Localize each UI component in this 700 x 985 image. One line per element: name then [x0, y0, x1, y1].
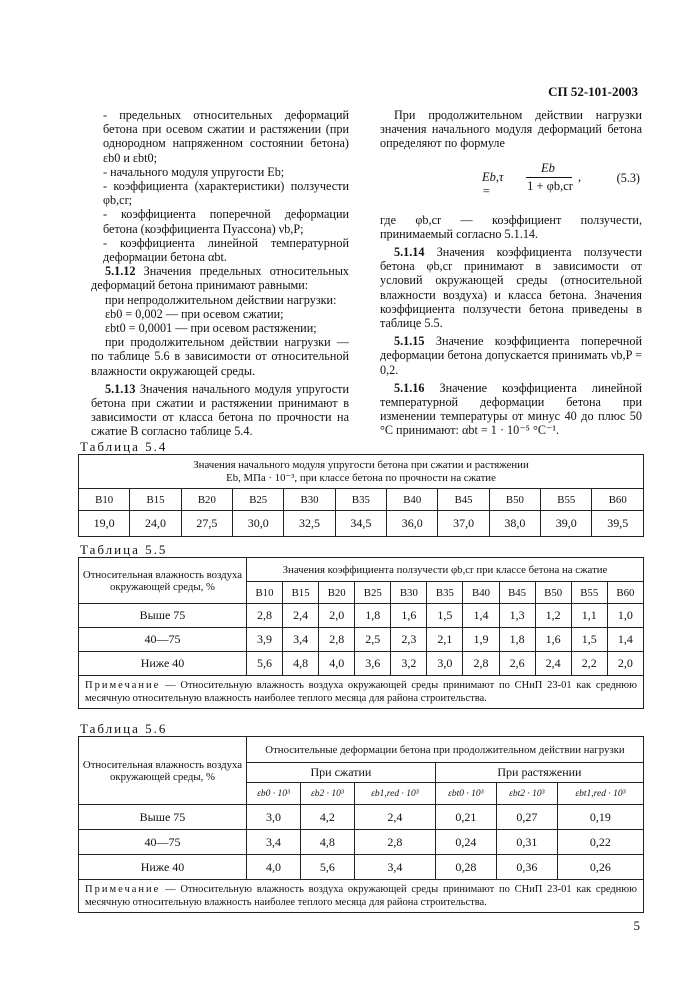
note-label: Примечание — [85, 884, 161, 895]
equation-number: (5.3) — [616, 170, 640, 185]
fraction-bar — [526, 177, 572, 178]
list-item: - предельных относительных деформаций бетона при осевом сжатии и растяжении (при однородном напряженном состоянии бетона) εb0 и εbt0; — [103, 108, 349, 165]
clause-number: 5.1.16 — [394, 380, 425, 395]
table-5-6-title: Таблица 5.6 — [80, 721, 168, 736]
value-cell: 1,3 — [499, 604, 535, 628]
class-cell: B10 — [79, 489, 130, 511]
clause-5-1-15 — [380, 334, 642, 377]
class-cell: B60 — [607, 582, 643, 604]
clause-line: при продолжительном действии нагрузки — по таблице 5.6 в зависимости от относительной влажности окружающей среды. — [91, 335, 349, 378]
table-5-6 — [78, 736, 644, 913]
value-cell: 2,0 — [319, 604, 355, 628]
value-cell: 30,0 — [233, 511, 284, 537]
value-cell: 2,6 — [499, 652, 535, 676]
table-5-4-title: Таблица 5.4 — [80, 439, 168, 454]
value-cell: 2,4 — [354, 805, 435, 830]
row-label: Ниже 40 — [79, 855, 247, 880]
list-item: - коэффициента (характеристики) ползучести φb,cr; — [103, 179, 349, 208]
value-cell: 37,0 — [438, 511, 489, 537]
clause-text: Значение коэффициента линейной температурной деформации бетона при изменении температуры от минус 40 до плюс 50 °C принимают: αbt = 1 · 10⁻⁵ °C⁻¹. — [380, 380, 643, 438]
clause-text: Значения коэффициента ползучести бетона φb,cr принимают в зависимости от условий окружающей среды (относительной влажности воздуха) и класса бетона. Значения коэффициента ползучести бетона приведены в таблице 5.5. — [380, 245, 642, 331]
row-label: 40—75 — [79, 830, 247, 855]
value-cell: 4,8 — [283, 652, 319, 676]
subheader-cell: εbt0 · 10³ — [435, 783, 496, 805]
list-item: - коэффициента линейной температурной деформации бетона αbt. — [103, 235, 349, 265]
table-5-5 — [78, 557, 644, 709]
value-cell: 39,0 — [541, 511, 592, 537]
class-cell: B55 — [541, 489, 592, 511]
class-cell: B30 — [284, 489, 335, 511]
formula-comma: , — [578, 169, 582, 184]
formula-numerator: Eb — [541, 160, 555, 175]
row-label: Выше 75 — [79, 604, 247, 628]
clause-line: εb0 = 0,002 — при осевом сжатии; — [105, 306, 284, 321]
table-header: Относительные деформации бетона при продолжительном действии нагрузки — [247, 737, 644, 763]
value-cell: 1,2 — [535, 604, 571, 628]
table-note — [79, 676, 644, 709]
value-cell: 0,24 — [435, 830, 496, 855]
clause-line: εbt0 = 0,0001 — при осевом растяжении; — [105, 321, 317, 336]
class-cell: B20 — [181, 489, 232, 511]
value-cell: 3,0 — [247, 805, 301, 830]
value-cell: 3,4 — [354, 855, 435, 880]
class-cell: B45 — [438, 489, 489, 511]
value-cell: 2,1 — [427, 628, 463, 652]
class-cell: B30 — [391, 582, 427, 604]
value-cell: 4,0 — [319, 652, 355, 676]
formula-where: где φb,cr — коэффициент ползучести, принимаемый согласно 5.1.14. — [380, 212, 642, 241]
value-cell: 19,0 — [79, 511, 130, 537]
value-cell: 2,0 — [607, 652, 643, 676]
value-cell: 2,8 — [319, 628, 355, 652]
clause-number: 5.1.12 — [105, 264, 136, 279]
table-note-row — [79, 676, 644, 709]
left-column — [91, 108, 349, 439]
value-cell: 27,5 — [181, 511, 232, 537]
value-cell: 1,0 — [607, 604, 643, 628]
value-cell: 5,6 — [300, 855, 354, 880]
table-row — [79, 628, 644, 652]
clause-number: 5.1.13 — [105, 381, 136, 396]
value-cell: 2,2 — [571, 652, 607, 676]
value-cell: 0,22 — [557, 830, 643, 855]
header-line: Eb, МПа · 10⁻³, при классе бетона по прочности на сжатие — [226, 472, 496, 484]
formula-5-3 — [380, 161, 642, 207]
note-label: Примечание — [85, 680, 161, 691]
value-cell: 1,6 — [391, 604, 427, 628]
table-5-4 — [78, 454, 644, 537]
class-cell: B25 — [233, 489, 284, 511]
row-label: Ниже 40 — [79, 652, 247, 676]
table-row — [79, 489, 644, 511]
clause-5-1-13 — [91, 382, 349, 439]
value-cell: 2,4 — [283, 604, 319, 628]
value-cell: 1,9 — [463, 628, 499, 652]
class-cell: B10 — [247, 582, 283, 604]
value-cell: 1,4 — [607, 628, 643, 652]
table-header — [79, 455, 644, 489]
value-cell: 2,8 — [354, 830, 435, 855]
clause-number: 5.1.15 — [394, 334, 425, 349]
group-header-compression: При сжатии — [247, 763, 436, 783]
formula-lhs: Eb,τ = — [482, 169, 504, 198]
clause-5-1-12 — [91, 264, 349, 292]
value-cell: 0,28 — [435, 855, 496, 880]
value-cell: 39,5 — [592, 511, 644, 537]
class-cell: B35 — [427, 582, 463, 604]
list-item: - коэффициента поперечной деформации бетона (коэффициента Пуассона) νb,P; — [103, 207, 349, 236]
value-cell: 0,19 — [557, 805, 643, 830]
subheader-cell: εbt2 · 10³ — [496, 783, 557, 805]
value-cell: 24,0 — [130, 511, 181, 537]
class-cell: B55 — [571, 582, 607, 604]
table-row — [79, 511, 644, 537]
table-row — [79, 830, 644, 855]
value-cell: 4,8 — [300, 830, 354, 855]
list-item: - начального модуля упругости Eb; — [103, 164, 285, 179]
value-cell: 5,6 — [247, 652, 283, 676]
value-cell: 32,5 — [284, 511, 335, 537]
page-number: 5 — [633, 918, 640, 933]
value-cell: 1,5 — [571, 628, 607, 652]
table-row — [79, 855, 644, 880]
row-label: 40—75 — [79, 628, 247, 652]
document-code: СП 52-101-2003 — [548, 84, 638, 99]
class-cell: B15 — [283, 582, 319, 604]
class-cell: B35 — [335, 489, 386, 511]
right-column — [380, 108, 642, 438]
value-cell: 3,2 — [391, 652, 427, 676]
note-text: — Относительную влажность воздуха окружающей среды принимают по СНиП 23-01 как среднюю месячную относительную влажность наиболее теплого месяца для района строительства. — [85, 680, 637, 704]
class-cell: B20 — [319, 582, 355, 604]
value-cell: 3,0 — [427, 652, 463, 676]
class-cell: B15 — [130, 489, 181, 511]
row-label: Выше 75 — [79, 805, 247, 830]
value-cell: 3,4 — [283, 628, 319, 652]
table-corner: Относительная влажность воздуха окружающей среды, % — [79, 558, 247, 604]
value-cell: 0,26 — [557, 855, 643, 880]
clause-5-1-14 — [380, 245, 642, 330]
table-row — [79, 652, 644, 676]
value-cell: 0,27 — [496, 805, 557, 830]
value-cell: 0,36 — [496, 855, 557, 880]
table-5-5-title: Таблица 5.5 — [80, 542, 168, 557]
clause-5-1-16 — [380, 381, 642, 438]
class-cell: B50 — [489, 489, 540, 511]
group-header-tension: При растяжении — [435, 763, 643, 783]
value-cell: 34,5 — [335, 511, 386, 537]
class-cell: B25 — [355, 582, 391, 604]
clause-number: 5.1.14 — [394, 245, 425, 260]
table-row — [79, 805, 644, 830]
value-cell: 1,6 — [535, 628, 571, 652]
header-line: Значения начального модуля упругости бетона при сжатии и растяжении — [193, 459, 529, 471]
subheader-cell: εb2 · 10³ — [300, 783, 354, 805]
table-header: Значения коэффициента ползучести φb,cr при классе бетона на сжатие — [247, 558, 644, 582]
class-cell: B45 — [499, 582, 535, 604]
value-cell: 1,5 — [427, 604, 463, 628]
value-cell: 2,8 — [463, 652, 499, 676]
value-cell: 36,0 — [387, 511, 438, 537]
value-cell: 2,4 — [535, 652, 571, 676]
value-cell: 3,4 — [247, 830, 301, 855]
class-cell: B40 — [463, 582, 499, 604]
formula-denominator: 1 + φb,cr — [527, 178, 573, 193]
class-cell: B50 — [535, 582, 571, 604]
class-cell: B60 — [592, 489, 644, 511]
value-cell: 2,3 — [391, 628, 427, 652]
value-cell: 2,5 — [355, 628, 391, 652]
value-cell: 4,0 — [247, 855, 301, 880]
subheader-cell: εb0 · 10³ — [247, 783, 301, 805]
subheader-cell: εbt1,red · 10³ — [557, 783, 643, 805]
value-cell: 38,0 — [489, 511, 540, 537]
clause-text: Значения предельных относительных деформаций бетона принимают равными: — [91, 264, 350, 293]
value-cell: 4,2 — [300, 805, 354, 830]
value-cell: 1,4 — [463, 604, 499, 628]
value-cell: 1,8 — [355, 604, 391, 628]
table-row — [79, 604, 644, 628]
table-corner: Относительная влажность воздуха окружающей среды, % — [79, 737, 247, 805]
clause-text: Значение коэффициента поперечной деформации бетона допускается принимать νb,P = 0,2. — [380, 334, 642, 377]
formula-intro: При продолжительном действии нагрузки значения начального модуля деформаций бетона определяют по формуле — [380, 108, 642, 151]
note-text: — Относительную влажность воздуха окружающей среды принимают по СНиП 23-01 как среднюю месячную относительную влажность наиболее теплого месяца для района строительства. — [85, 884, 637, 908]
subheader-cell: εb1,red · 10³ — [354, 783, 435, 805]
value-cell: 2,8 — [247, 604, 283, 628]
table-note-row — [79, 880, 644, 913]
value-cell: 1,8 — [499, 628, 535, 652]
class-cell: B40 — [387, 489, 438, 511]
value-cell: 0,21 — [435, 805, 496, 830]
table-note — [79, 880, 644, 913]
value-cell: 3,9 — [247, 628, 283, 652]
clause-text: Значения начального модуля упругости бетона при сжатии и растяжении принимают в зависимости от класса бетона по прочности на сжатие В согласно таблице 5.4. — [91, 381, 350, 439]
clause-line: при непродолжительном действии нагрузки: — [105, 292, 337, 307]
value-cell: 3,6 — [355, 652, 391, 676]
value-cell: 1,1 — [571, 604, 607, 628]
value-cell: 0,31 — [496, 830, 557, 855]
